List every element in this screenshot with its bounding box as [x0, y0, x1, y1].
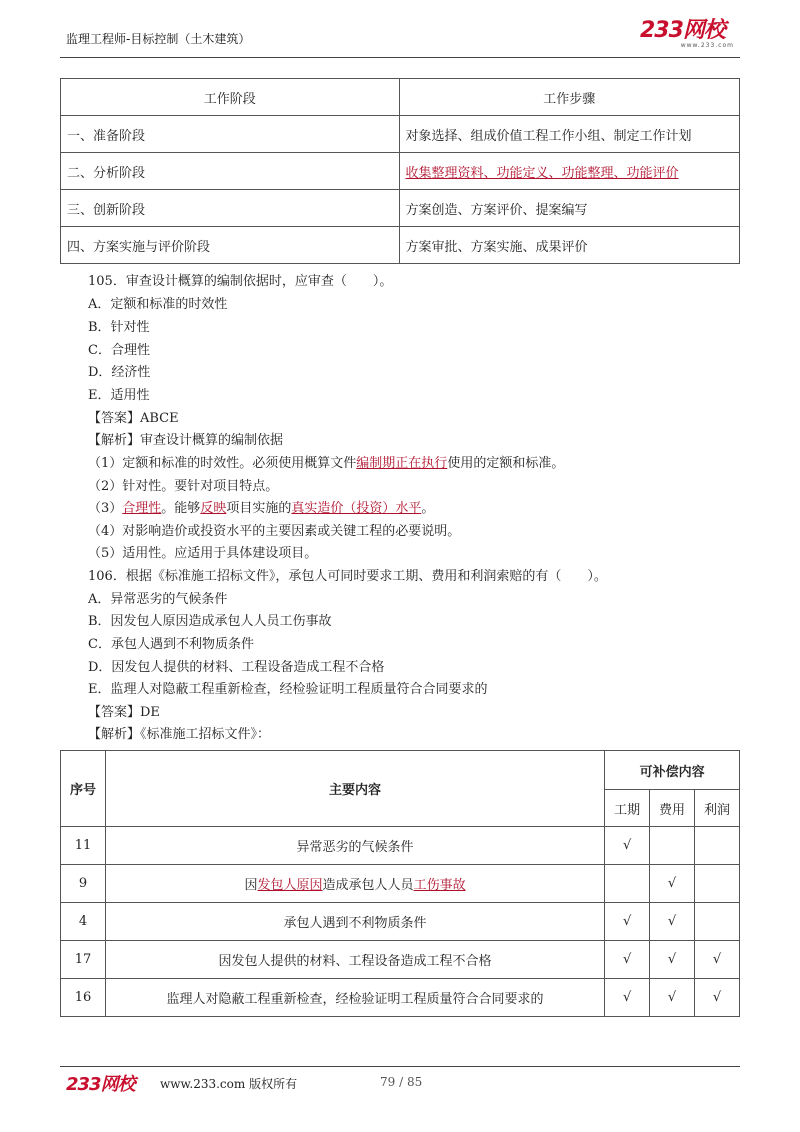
time-check: √ [605, 903, 650, 941]
highlight-span: 反映 [200, 501, 227, 516]
brand-logo [640, 20, 738, 50]
row-no: 9 [61, 865, 106, 903]
header-cell-compensation: 可补偿内容 [605, 751, 740, 790]
table-row [61, 979, 740, 1017]
stage-cell: 三、创新阶段 [61, 190, 400, 227]
table-header-row [61, 79, 740, 116]
row-content: 异常恶劣的气候条件 [105, 827, 604, 865]
table-row [61, 903, 740, 941]
time-check: √ [605, 941, 650, 979]
profit-check [695, 903, 740, 941]
steps-cell-highlight: 收集整理资料、功能定义、功能整理、功能评价 [399, 153, 740, 190]
logo-subtext: www.233.com [680, 42, 734, 49]
option-c: C．合理性 [88, 343, 150, 358]
row-content: 监理人对隐蔽工程重新检查，经检验证明工程质量符合合同要求的 [105, 979, 604, 1017]
header-cell-steps: 工作步骤 [399, 79, 740, 116]
table-row [61, 190, 740, 227]
text-span: 。能够 [161, 501, 201, 516]
highlight-span: 工伤事故 [413, 878, 466, 893]
page-number: 79 / 85 [380, 1075, 423, 1089]
logo-text: 233网校 [640, 18, 725, 43]
text-span: 使用的定额和标准。 [447, 456, 565, 471]
text-span: （3） [88, 501, 123, 516]
table-row [61, 227, 740, 264]
option-a: A．定额和标准的时效性 [88, 297, 228, 312]
page-header-title: 监理工程师-目标控制（土木建筑） [66, 32, 251, 46]
cost-check: √ [650, 865, 695, 903]
analysis-point-1 [88, 452, 564, 471]
cost-check [650, 827, 695, 865]
steps-cell: 方案审批、方案实施、成果评价 [399, 227, 740, 264]
question-106: 106．根据《标准施工招标文件》，承包人可同时要求工期、费用和利润索赔的有（ ）。 [88, 569, 607, 584]
option-d: D．因发包人提供的材料、工程设备造成工程不合格 [88, 660, 385, 675]
stage-steps-table [60, 78, 740, 264]
cost-check: √ [650, 941, 695, 979]
table-row [61, 865, 740, 903]
answer-105: 【答案】ABCE [88, 411, 179, 426]
option-d: D．经济性 [88, 365, 151, 380]
row-no: 11 [61, 827, 106, 865]
header-cell-content: 主要内容 [105, 751, 604, 827]
row-no: 4 [61, 903, 106, 941]
time-check: √ [605, 827, 650, 865]
header-cell-profit: 利润 [695, 790, 740, 827]
table-header-row [61, 751, 740, 790]
row-no: 16 [61, 979, 106, 1017]
cost-check: √ [650, 903, 695, 941]
option-e: E．适用性 [88, 388, 150, 403]
header-cell-time: 工期 [605, 790, 650, 827]
stage-cell: 四、方案实施与评价阶段 [61, 227, 400, 264]
header-cell-cost: 费用 [650, 790, 695, 827]
highlight-span: 真实造价（投资）水平 [291, 501, 422, 516]
answer-106: 【答案】DE [88, 705, 160, 720]
analysis-point-4: （4）对影响造价或投资水平的主要因素或关键工程的必要说明。 [88, 524, 461, 539]
question-105: 105．审查设计概算的编制依据时，应审查（ ）。 [88, 274, 393, 289]
steps-cell: 对象选择、组成价值工程工作小组、制定工作计划 [399, 116, 740, 153]
highlight-span: 发包人原因 [257, 878, 323, 893]
footer-copyright: www.233.com 版权所有 [160, 1077, 298, 1091]
option-e: E．监理人对隐蔽工程重新检查，经检验证明工程质量符合合同要求的 [88, 682, 488, 697]
profit-check [695, 865, 740, 903]
option-c: C．承包人遇到不利物质条件 [88, 637, 254, 652]
row-content [105, 865, 604, 903]
row-content: 因发包人提供的材料、工程设备造成工程不合格 [105, 941, 604, 979]
header-cell-no: 序号 [61, 751, 106, 827]
header-divider [60, 57, 740, 58]
option-a: A．异常恶劣的气候条件 [88, 592, 228, 607]
profit-check: √ [695, 979, 740, 1017]
row-content: 承包人遇到不利物质条件 [105, 903, 604, 941]
time-check: √ [605, 979, 650, 1017]
option-b: B．因发包人原因造成承包人人员工伤事故 [88, 614, 332, 629]
compensation-table [60, 750, 740, 1017]
profit-check: √ [695, 941, 740, 979]
highlight-span: 合理性 [122, 501, 162, 516]
footer-divider [60, 1066, 740, 1067]
table-row [61, 153, 740, 190]
header-cell-stage: 工作阶段 [61, 79, 400, 116]
highlight-span: 正在执行 [395, 456, 448, 471]
table-row [61, 941, 740, 979]
analysis-point-5: （5）适用性。应适用于具体建设项目。 [88, 546, 318, 561]
analysis-point-2: （2）针对性。要针对项目特点。 [88, 479, 279, 494]
time-check [605, 865, 650, 903]
highlight-span: 编制期 [356, 456, 396, 471]
text-span: 造成承包人人员 [322, 878, 414, 893]
text-span: 项目实施的 [226, 501, 292, 516]
stage-cell: 二、分析阶段 [61, 153, 400, 190]
table-row [61, 827, 740, 865]
footer-logo: 233网校 [66, 1074, 135, 1095]
stage-cell: 一、准备阶段 [61, 116, 400, 153]
profit-check [695, 827, 740, 865]
option-b: B．针对性 [88, 320, 150, 335]
row-no: 17 [61, 941, 106, 979]
cost-check: √ [650, 979, 695, 1017]
analysis-105-title: 【解析】审查设计概算的编制依据 [88, 433, 284, 448]
text-span: 因 [244, 878, 258, 893]
table-row [61, 116, 740, 153]
text-span: 。 [421, 501, 435, 516]
text-span: （1）定额和标准的时效性。必须使用概算文件 [88, 456, 357, 471]
analysis-106: 【解析】《标准施工招标文件》： [88, 727, 271, 742]
steps-cell: 方案创造、方案评价、提案编写 [399, 190, 740, 227]
analysis-point-3 [88, 497, 434, 516]
